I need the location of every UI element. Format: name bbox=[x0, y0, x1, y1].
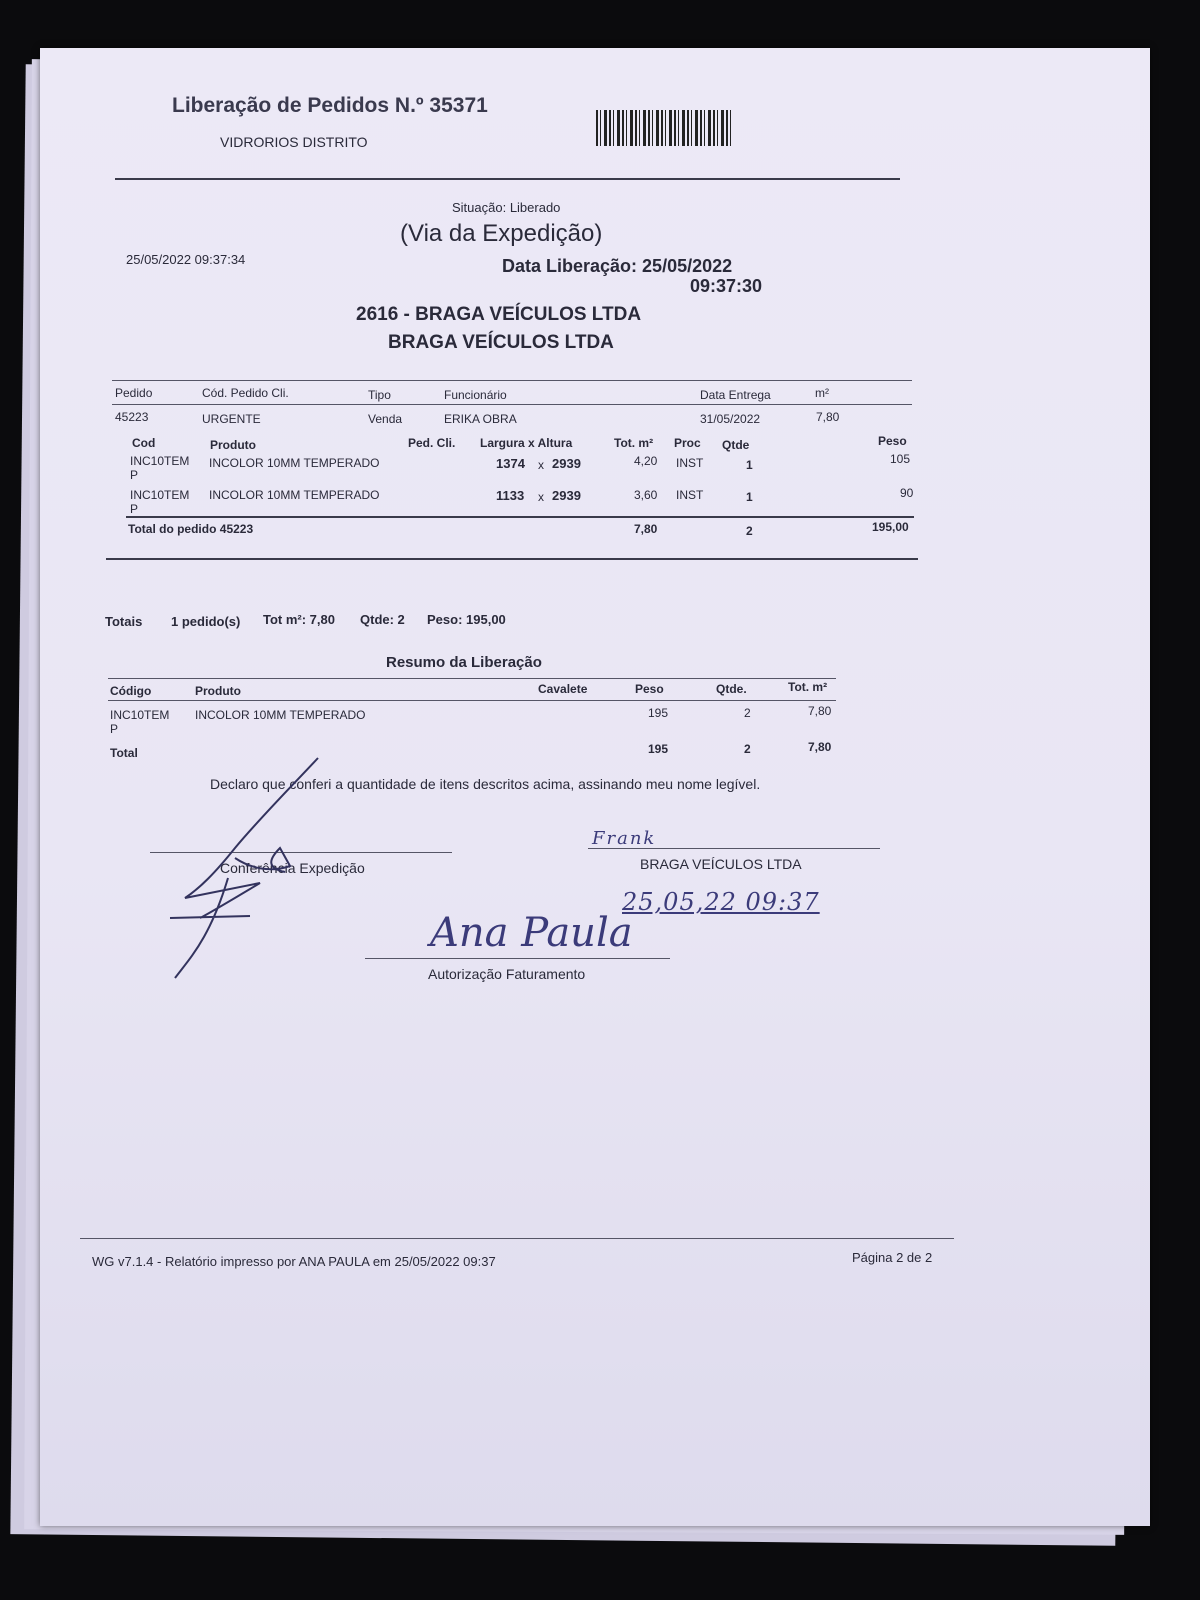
order-client-code: URGENTE bbox=[202, 412, 261, 426]
client-name-1: 2616 - BRAGA VEÍCULOS LTDA bbox=[356, 304, 642, 325]
item-header-peso: Peso bbox=[878, 434, 907, 448]
summary-code-cont: P bbox=[110, 722, 119, 736]
summary-total-qtde: 2 bbox=[744, 742, 751, 756]
order-table-top-rule bbox=[112, 380, 912, 381]
item-peso: 105 bbox=[890, 452, 911, 466]
document-page bbox=[40, 48, 1150, 1526]
item-header-dimensions: Largura x Altura bbox=[480, 436, 573, 450]
item-product: INCOLOR 10MM TEMPERADO bbox=[209, 456, 380, 470]
totals-qtde: Qtde: 2 bbox=[360, 612, 405, 627]
col-header-funcionario: Funcionário bbox=[444, 388, 507, 402]
footer-rule bbox=[80, 1238, 954, 1239]
handwritten-date: 25,05,22 09:37 bbox=[622, 888, 820, 916]
item-proc: INST bbox=[676, 456, 704, 470]
summary-total-weight: 195 bbox=[648, 742, 669, 756]
handwritten-signature: Ana Paula bbox=[430, 910, 633, 956]
summary-header-cavalete: Cavalete bbox=[538, 682, 588, 696]
item-code: INC10TEM bbox=[130, 488, 190, 502]
totals-orders: 1 pedido(s) bbox=[171, 614, 241, 629]
signature-line-autorizacao bbox=[365, 958, 670, 959]
item-times: x bbox=[538, 490, 544, 504]
order-type: Venda bbox=[368, 412, 403, 426]
item-header-ped-cli: Ped. Cli. bbox=[408, 436, 456, 450]
summary-header-tot-m2: Tot. m² bbox=[788, 680, 828, 694]
col-header-pedido: Pedido bbox=[115, 386, 153, 400]
col-header-data-entrega: Data Entrega bbox=[700, 388, 771, 402]
document-title: Liberação de Pedidos N.º 35371 bbox=[172, 94, 488, 117]
printed-timestamp: 25/05/2022 09:37:34 bbox=[126, 252, 246, 267]
summary-header-rule bbox=[108, 700, 836, 701]
company-name: VIDRORIOS DISTRITO bbox=[220, 134, 368, 150]
order-header-rule bbox=[112, 404, 912, 405]
item-qtde: 1 bbox=[746, 458, 753, 472]
barcode-image bbox=[596, 110, 732, 146]
item-qtde: 1 bbox=[746, 490, 753, 504]
order-employee: ERIKA OBRA bbox=[444, 412, 517, 426]
item-header-qtde: Qtde bbox=[722, 438, 750, 452]
summary-header-qtde: Qtde. bbox=[716, 682, 747, 696]
release-date: Data Liberação: 25/05/2022 bbox=[502, 256, 733, 276]
item-peso: 90 bbox=[900, 486, 914, 500]
summary-top-rule bbox=[108, 678, 836, 679]
signature-label-client: BRAGA VEÍCULOS LTDA bbox=[640, 856, 802, 872]
item-width: 1374 bbox=[496, 456, 525, 471]
order-total-m2: 7,80 bbox=[634, 522, 658, 536]
signature-conferencia-scribble bbox=[140, 748, 340, 988]
item-height: 2939 bbox=[552, 456, 581, 471]
handwritten-name: Frank bbox=[592, 828, 657, 849]
item-header-produto: Produto bbox=[210, 438, 256, 452]
order-number: 45223 bbox=[115, 410, 149, 424]
summary-total-label: Total bbox=[110, 746, 138, 760]
item-width: 1133 bbox=[496, 488, 525, 503]
summary-qtde: 2 bbox=[744, 706, 751, 720]
item-header-proc: Proc bbox=[674, 436, 701, 450]
signature-label-autorizacao: Autorização Faturamento bbox=[428, 966, 586, 982]
item-height: 2939 bbox=[552, 488, 581, 503]
declaration-text: Declaro que conferi a quantidade de itens descritos acima, assinando meu nome legível. bbox=[210, 776, 761, 792]
item-tot-m2: 3,60 bbox=[634, 488, 658, 502]
status-text: Situação: Liberado bbox=[452, 200, 561, 215]
via-label: (Via da Expedição) bbox=[400, 220, 603, 247]
col-header-tipo: Tipo bbox=[368, 388, 391, 402]
item-code-cont: P bbox=[130, 468, 139, 482]
summary-header-produto: Produto bbox=[195, 684, 241, 698]
item-code-cont: P bbox=[130, 502, 139, 516]
summary-total-m2: 7,80 bbox=[808, 740, 832, 754]
order-total-rule bbox=[126, 516, 914, 518]
item-header-tot-m2: Tot. m² bbox=[614, 436, 654, 450]
item-times: x bbox=[538, 458, 544, 472]
col-header-cod-pedido-cli: Cód. Pedido Cli. bbox=[202, 386, 289, 400]
item-code: INC10TEM bbox=[130, 454, 190, 468]
totals-m2: Tot m²: 7,80 bbox=[263, 612, 335, 627]
totals-weight: Peso: 195,00 bbox=[427, 612, 506, 627]
col-header-m2: m² bbox=[815, 386, 829, 400]
summary-header-peso: Peso bbox=[635, 682, 664, 696]
item-proc: INST bbox=[676, 488, 704, 502]
footer-printed-by: WG v7.1.4 - Relatório impresso por ANA PAULA em 25/05/2022 09:37 bbox=[92, 1254, 496, 1269]
release-time: 09:37:30 bbox=[690, 276, 763, 296]
order-total-peso: 195,00 bbox=[872, 520, 909, 534]
footer-page-number: Página 2 de 2 bbox=[852, 1250, 933, 1265]
summary-product: INCOLOR 10MM TEMPERADO bbox=[195, 708, 366, 722]
summary-code: INC10TEM bbox=[110, 708, 170, 722]
order-m2: 7,80 bbox=[816, 410, 840, 424]
order-delivery-date: 31/05/2022 bbox=[700, 412, 761, 426]
client-name-2: BRAGA VEÍCULOS LTDA bbox=[388, 332, 614, 353]
item-product: INCOLOR 10MM TEMPERADO bbox=[209, 488, 380, 502]
totals-label: Totais bbox=[105, 614, 143, 629]
summary-header-codigo: Código bbox=[110, 684, 152, 698]
order-total-qtde: 2 bbox=[746, 524, 753, 538]
summary-title: Resumo da Liberação bbox=[386, 654, 542, 671]
header-divider bbox=[115, 178, 900, 180]
summary-weight: 195 bbox=[648, 706, 669, 720]
order-section-end-rule bbox=[106, 558, 918, 560]
signature-label-conferencia: Conferência Expedição bbox=[220, 860, 365, 876]
item-header-cod: Cod bbox=[132, 436, 156, 450]
summary-m2: 7,80 bbox=[808, 704, 832, 718]
item-tot-m2: 4,20 bbox=[634, 454, 658, 468]
order-total-label: Total do pedido 45223 bbox=[128, 522, 254, 536]
